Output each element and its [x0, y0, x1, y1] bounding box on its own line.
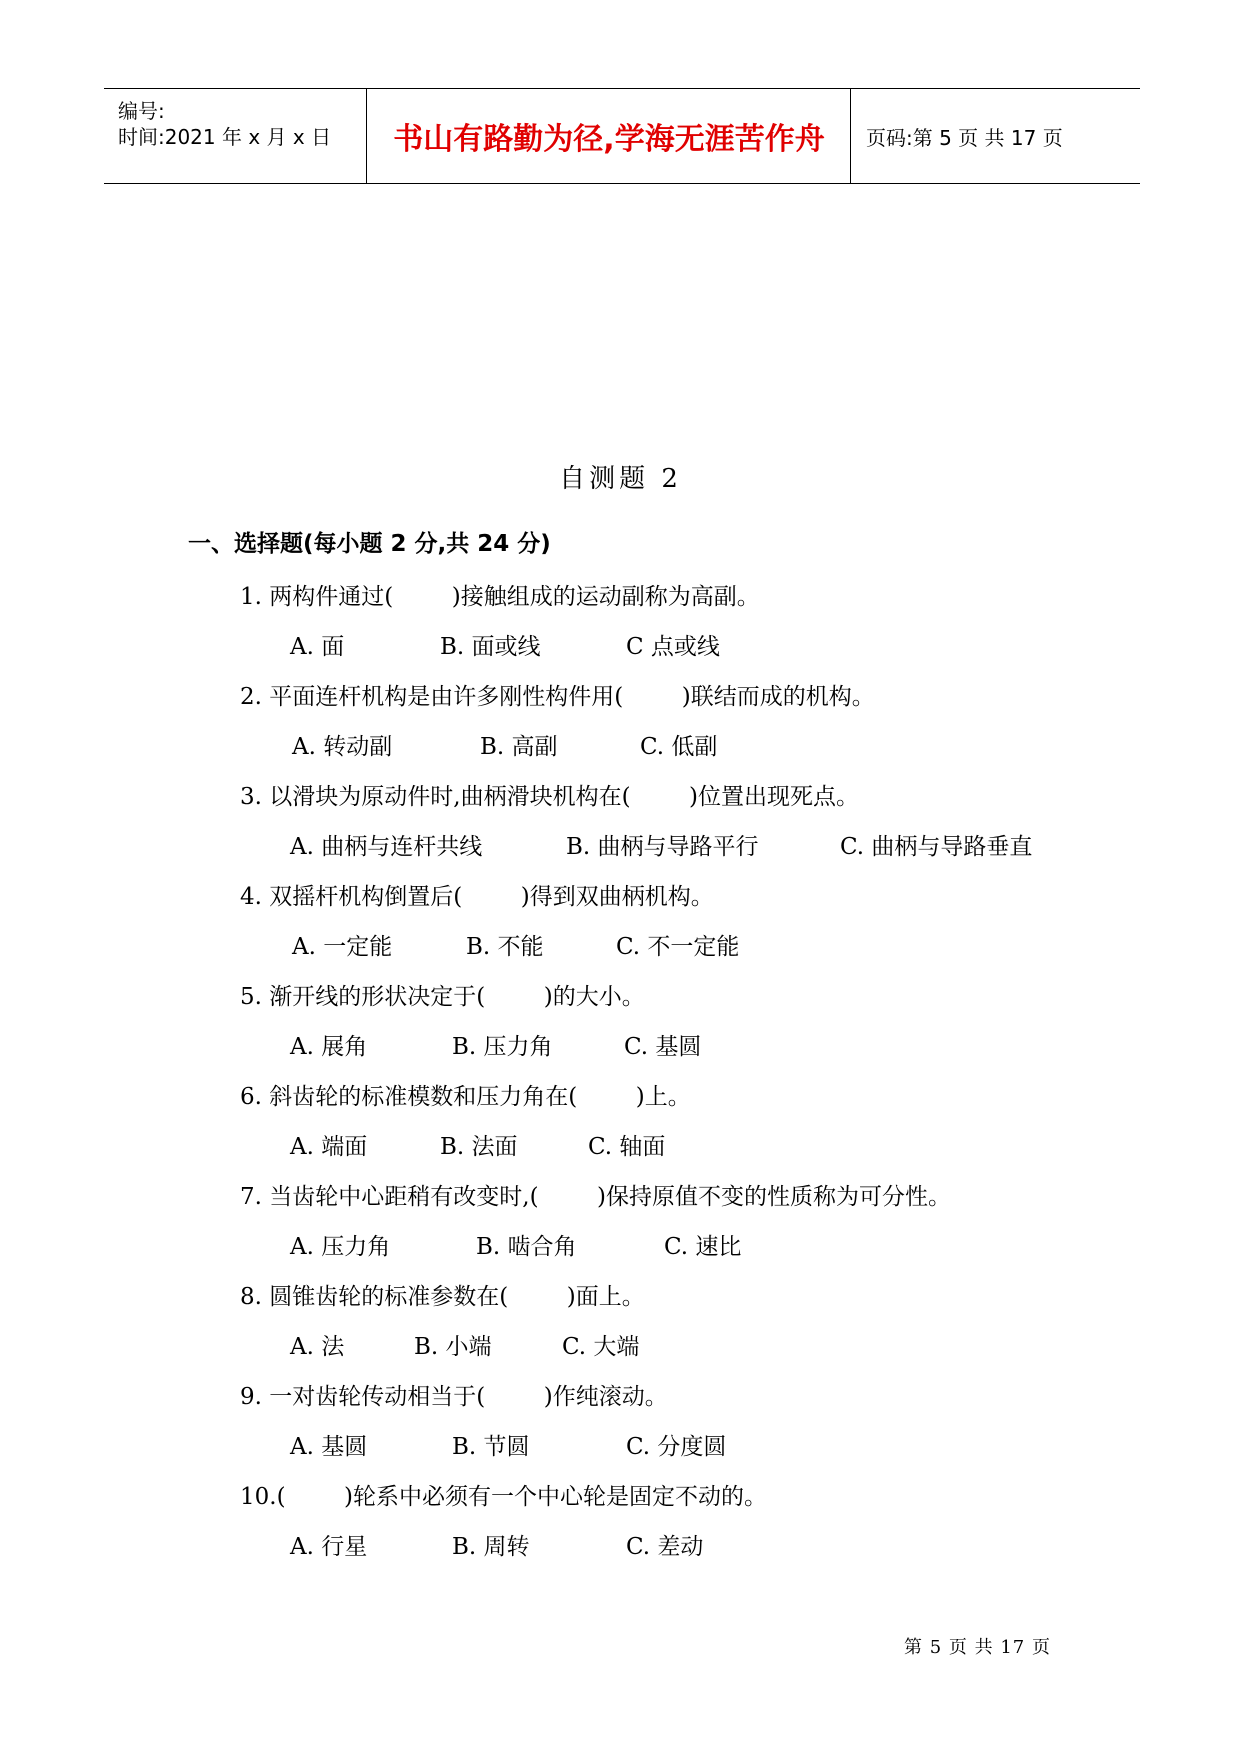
- option-9a: A. 基圆: [290, 1434, 368, 1460]
- option-9c: C. 分度圆: [626, 1434, 727, 1460]
- page-footer: 第 5 页 共 17 页: [904, 1637, 1051, 1658]
- option-1a: A. 面: [290, 634, 345, 660]
- option-1b: B. 面或线: [440, 634, 541, 660]
- question-5: 5. 渐开线的形状决定于( )的大小。: [240, 984, 645, 1010]
- option-10a: A. 行星: [290, 1534, 368, 1560]
- question-4: 4. 双摇杆机构倒置后( )得到双曲柄机构。: [240, 884, 714, 910]
- option-8a: A. 法: [290, 1334, 345, 1360]
- question-2: 2. 平面连杆机构是由许多刚性构件用( )联结而成的机构。: [240, 684, 875, 710]
- option-6c: C. 轴面: [588, 1134, 666, 1160]
- serial-label: 编号:: [118, 99, 165, 123]
- question-9: 9. 一对齿轮传动相当于( )作纯滚动。: [240, 1384, 668, 1410]
- option-10b: B. 周转: [452, 1534, 530, 1560]
- question-7: 7. 当齿轮中心距稍有改变时,( )保持原值不变的性质称为可分性。: [240, 1184, 952, 1210]
- option-7c: C. 速比: [664, 1234, 742, 1260]
- header-left-cell: [104, 89, 367, 183]
- motto: 书山有路勤为径,学海无涯苦作舟: [368, 89, 851, 183]
- option-6b: B. 法面: [440, 1134, 518, 1160]
- question-3: 3. 以滑块为原动件时,曲柄滑块机构在( )位置出现死点。: [240, 784, 860, 810]
- page-label: 页码:第 5 页 共 17 页: [866, 125, 1063, 150]
- option-3a: A. 曲柄与连杆共线: [290, 834, 483, 860]
- time-label: 时间:2021 年 x 月 x 日: [118, 125, 332, 149]
- option-3c: C. 曲柄与导路垂直: [840, 834, 1033, 860]
- option-2b: B. 高副: [480, 734, 558, 760]
- option-4c: C. 不一定能: [616, 934, 740, 960]
- option-4b: B. 不能: [466, 934, 544, 960]
- question-10: 10.( )轮系中必须有一个中心轮是固定不动的。: [240, 1484, 768, 1510]
- option-8b: B. 小端: [414, 1334, 492, 1360]
- question-1: 1. 两构件通过( )接触组成的运动副称为高副。: [240, 584, 760, 610]
- option-2c: C. 低副: [640, 734, 718, 760]
- question-6: 6. 斜齿轮的标准模数和压力角在( )上。: [240, 1084, 691, 1110]
- option-8c: C. 大端: [562, 1334, 640, 1360]
- section-heading: 一、选择题(每小题 2 分,共 24 分): [188, 531, 551, 557]
- option-4a: A. 一定能: [292, 934, 393, 960]
- option-10c: C. 差动: [626, 1534, 704, 1560]
- option-7a: A. 压力角: [290, 1234, 391, 1260]
- option-5c: C. 基圆: [624, 1034, 702, 1060]
- option-7b: B. 啮合角: [476, 1234, 577, 1260]
- doc-title: 自测题 2: [559, 464, 682, 494]
- option-1c: C 点或线: [626, 634, 720, 660]
- question-8: 8. 圆锥齿轮的标准参数在( )面上。: [240, 1284, 645, 1310]
- option-3b: B. 曲柄与导路平行: [566, 834, 759, 860]
- option-2a: A. 转动副: [292, 734, 393, 760]
- option-9b: B. 节圆: [452, 1434, 530, 1460]
- option-5a: A. 展角: [290, 1034, 368, 1060]
- option-6a: A. 端面: [290, 1134, 368, 1160]
- option-5b: B. 压力角: [452, 1034, 553, 1060]
- header-table: [104, 88, 1140, 184]
